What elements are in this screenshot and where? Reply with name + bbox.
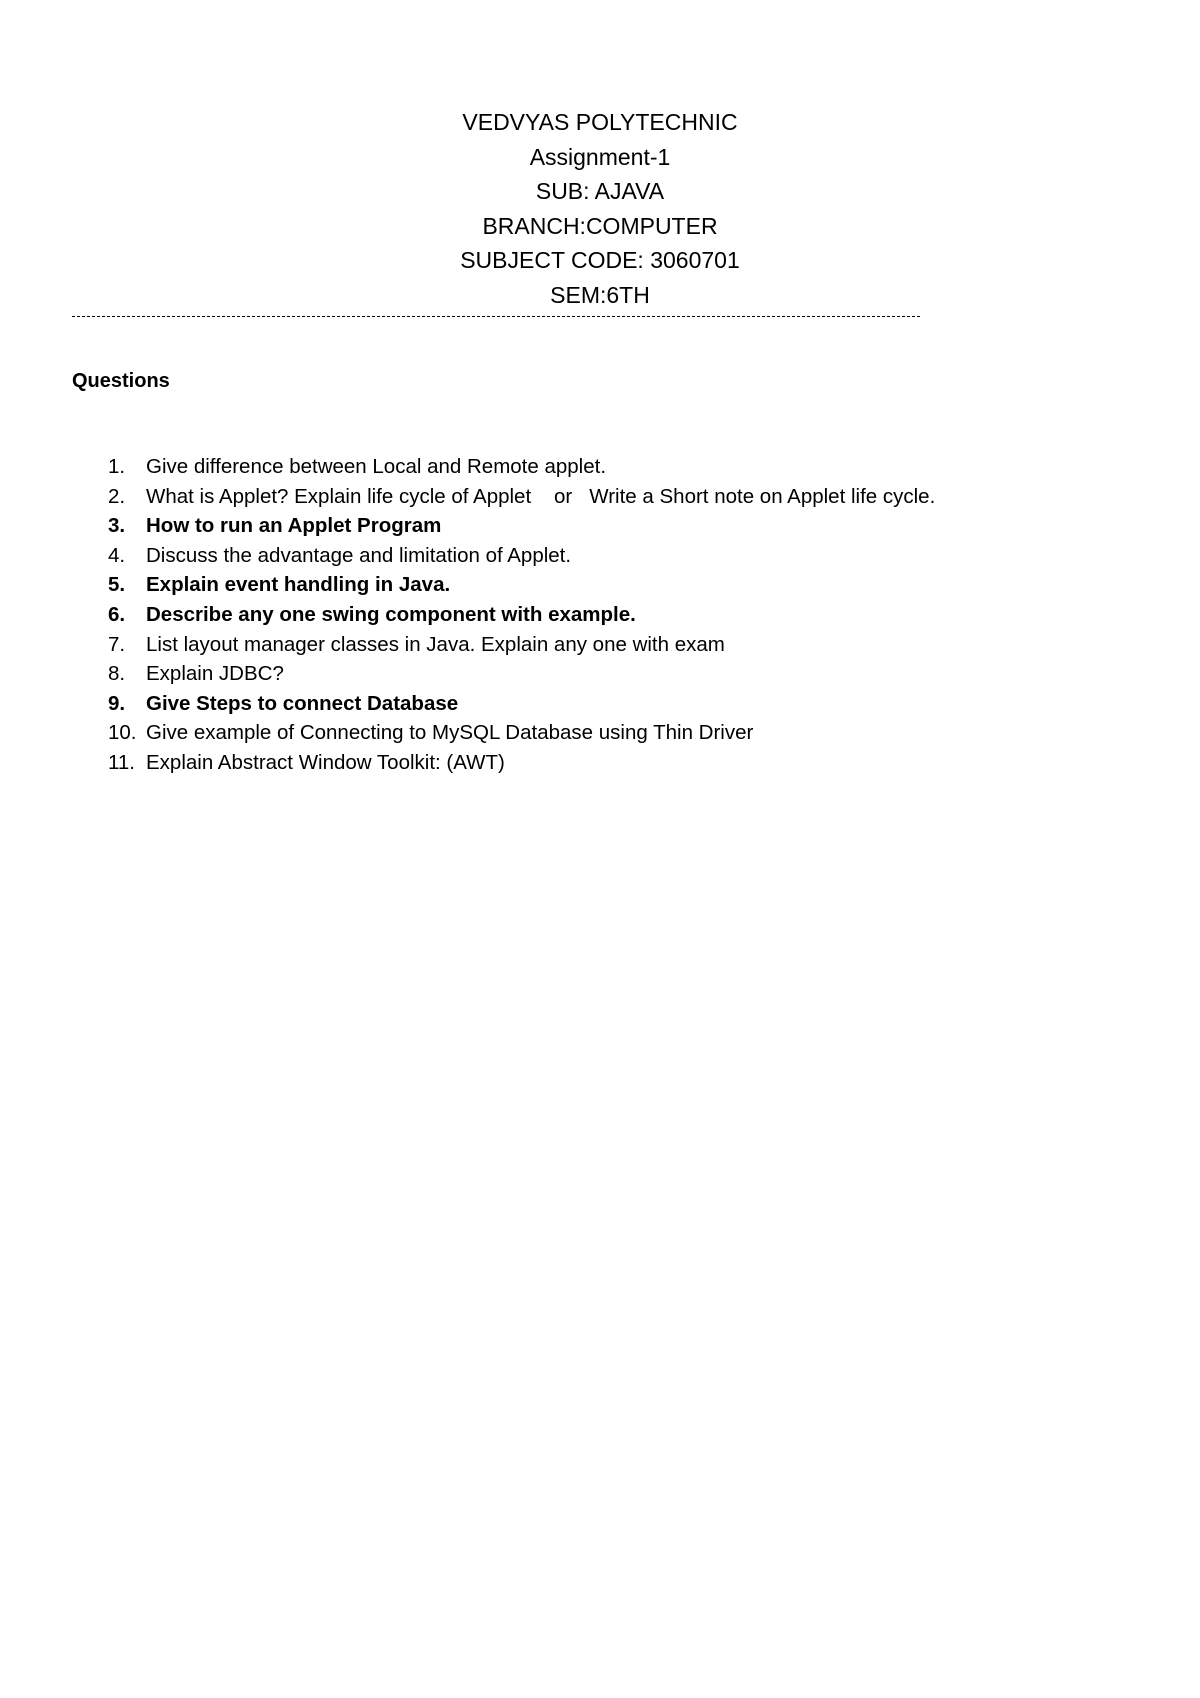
document-header <box>0 105 1200 313</box>
question-number: 1. <box>108 455 126 478</box>
question-item <box>0 659 1200 689</box>
question-number: 11. <box>108 750 135 774</box>
question-item <box>0 748 1200 778</box>
question-item <box>0 482 1200 512</box>
question-text: Explain event handling in Java. <box>146 573 451 597</box>
question-number: 5. <box>108 573 126 597</box>
question-number: 8. <box>108 662 126 686</box>
question-text: What is Applet? Explain life cycle of Applet or Write a Short note on Applet life cycle. <box>146 484 936 508</box>
question-text: Explain Abstract Window Toolkit: (AWT) <box>146 750 505 774</box>
question-item <box>0 511 1200 541</box>
semester-line: SEM:6TH <box>550 281 650 308</box>
question-text: Give Steps to connect Database <box>146 691 459 715</box>
question-list <box>0 452 1200 778</box>
question-number: 3. <box>108 514 126 538</box>
question-number: 4. <box>108 543 126 567</box>
question-text: Give example of Connecting to MySQL Database using Thin Driver <box>146 721 754 745</box>
subject-code-line: SUBJECT CODE: 3060701 <box>460 247 740 274</box>
question-number: 2. <box>108 484 126 508</box>
dashed-divider <box>72 316 920 317</box>
question-text: Discuss the advantage and limitation of Applet. <box>146 543 572 567</box>
subject-line: SUB: AJAVA <box>535 178 665 205</box>
question-item <box>0 600 1200 630</box>
question-item <box>0 689 1200 719</box>
question-number: 7. <box>108 632 126 656</box>
questions-heading: Questions <box>72 370 170 392</box>
question-number: 10. <box>108 721 137 745</box>
question-item <box>0 541 1200 571</box>
question-item <box>0 570 1200 600</box>
assignment-title: Assignment-1 <box>529 143 671 170</box>
question-item <box>0 630 1200 660</box>
branch-line: BRANCH:COMPUTER <box>482 212 718 239</box>
question-item <box>0 452 1200 482</box>
question-text: How to run an Applet Program <box>146 514 442 538</box>
question-number: 6. <box>108 602 126 626</box>
question-item <box>0 718 1200 748</box>
question-text: List layout manager classes in Java. Explain any one with exam <box>146 632 725 656</box>
question-text: Explain JDBC? <box>146 662 284 686</box>
question-number: 9. <box>108 691 126 715</box>
question-text: Describe any one swing component with example. <box>146 602 636 626</box>
institute-name: VEDVYAS POLYTECHNIC <box>462 109 738 135</box>
question-text: Give difference between Local and Remote applet. <box>146 455 607 478</box>
